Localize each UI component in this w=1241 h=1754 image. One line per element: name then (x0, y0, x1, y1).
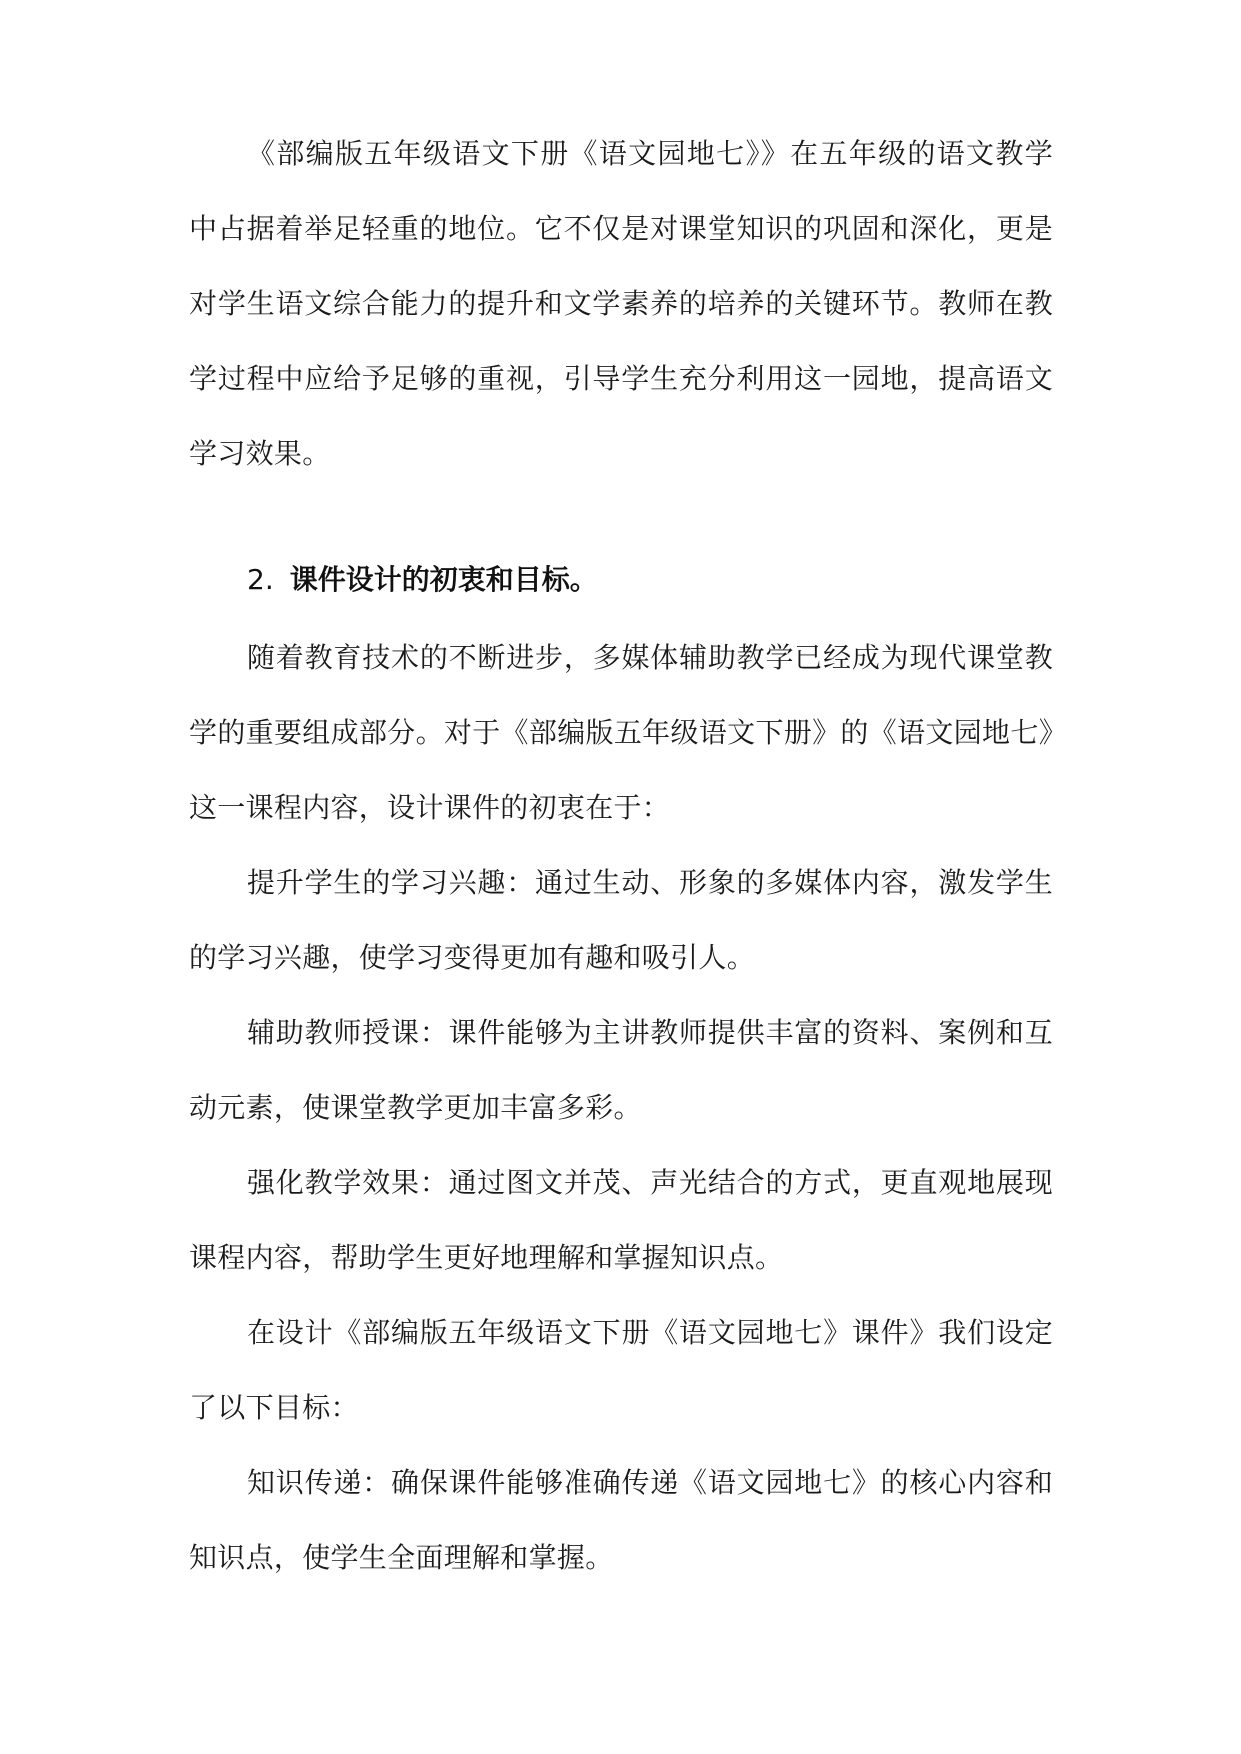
body-paragraph: 辅助教师授课：课件能够为主讲教师提供丰富的资料、案例和互动元素，使课堂教学更加丰富多彩。 (189, 1016, 1053, 1124)
section-number: 2. (247, 563, 274, 596)
body-section (189, 620, 1053, 1595)
intro-paragraph: 《部编版五年级语文下册《语文园地七》》在五年级的语文教学中占据着举足轻重的地位。它不仅是对课堂知识的巩固和深化，更是对学生语文综合能力的提升和文学素养的培养的关键环节。教师在教学过程中应给予足够的重视，引导学生充分利用这一园地，提高语文学习效果。 (189, 137, 1053, 470)
body-paragraph: 提升学生的学习兴趣：通过生动、形象的多媒体内容，激发学生的学习兴趣，使学习变得更加有趣和吸引人。 (189, 866, 1053, 974)
body-paragraph: 在设计《部编版五年级语文下册《语文园地七》课件》我们设定了以下目标： (189, 1316, 1053, 1424)
section-title: 课件设计的初衷和目标。 (289, 563, 598, 596)
body-paragraph: 强化教学效果：通过图文并茂、声光结合的方式，更直观地展现课程内容，帮助学生更好地理解和掌握知识点。 (189, 1166, 1053, 1274)
intro-section (189, 116, 1053, 491)
body-paragraph: 知识传递：确保课件能够准确传递《语文园地七》的核心内容和知识点，使学生全面理解和掌握。 (189, 1466, 1053, 1574)
body-paragraph: 随着教育技术的不断进步，多媒体辅助教学已经成为现代课堂教学的重要组成部分。对于《部编版五年级语文下册》的《语文园地七》这一课程内容，设计课件的初衷在于： (189, 641, 1053, 824)
section-heading (247, 560, 598, 600)
